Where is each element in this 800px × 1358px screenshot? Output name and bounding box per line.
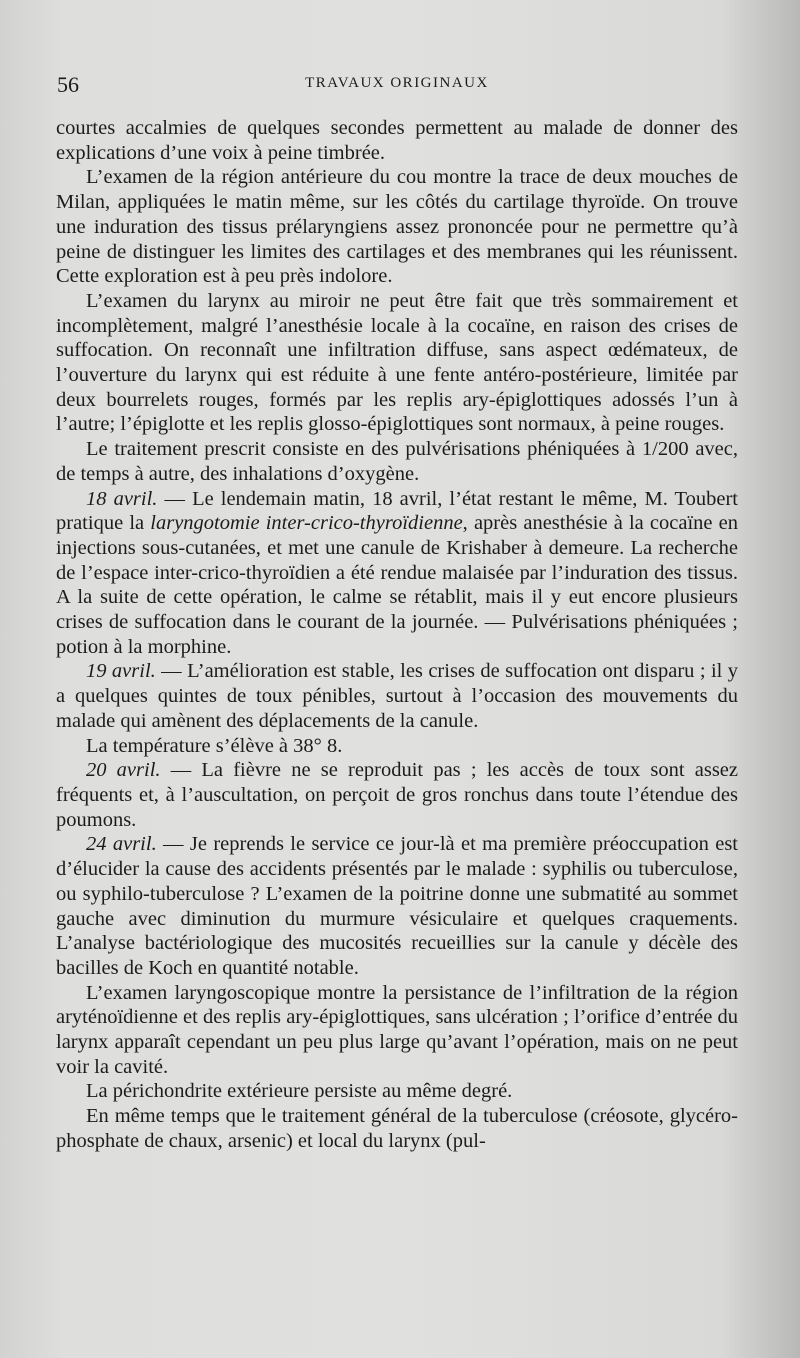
page-number: 56 — [57, 72, 79, 97]
paragraph: 24 avril. — Je reprends le service ce jour-là et ma première préoccupation est d’élucider la cause des accidents présentés par le malade : syphilis ou tuberculose, ou syphilo-tuberculose ? L’examen de la poitrine donne une submatité au sommet gauche avec diminution du murmure vésiculaire et quelques craquements. L’analyse bactériologique des mucosités recueillies sur la canule y décèle des bacilles de Koch en quantité notable. — [56, 833, 738, 979]
running-title: TRAVAUX ORIGINAUX — [305, 75, 489, 91]
entry-date: 20 avril. — [86, 759, 161, 782]
body-text — [56, 116, 738, 1154]
paragraph: La périchondrite extérieure persiste au même degré. — [86, 1080, 513, 1103]
paragraph: En même temps que le traitement général de la tuberculose (créosote, glycéro-phosphate de chaux, arsenic) et local du larynx (pul- — [56, 1105, 738, 1152]
entry-date: 19 avril. — [86, 660, 156, 683]
paragraph: 18 avril. — Le lendemain matin, 18 avril, l’état restant le même, M. Toubert pratique la laryngotomie inter-crico-thyroïdienne, après anesthésie à la cocaïne en injections sous-cutanées, et met une canule de Krishaber à demeure. La recherche de l’espace inter-crico-thyroïdien a été rendue malaisée par l’induration des tissus. A la suite de cette opération, le calme se rétablit, mais il y eut encore plusieurs crises de suffocation dans le courant de la journée. — Pulvérisations phéniquées ; potion à la morphine. — [56, 487, 739, 658]
paragraph: Le traitement prescrit consiste en des pulvérisations phéniquées à 1/200 avec, de temps à autre, des inhalations d’oxygène. — [56, 438, 738, 485]
paragraph: 20 avril. — La fièvre ne se reproduit pas ; les accès de toux sont assez fréquents et, à l’auscultation, on perçoit de gros ronchus dans toute l’étendue des poumons. — [56, 759, 739, 831]
page-header — [57, 72, 737, 102]
procedure-name: laryngotomie inter-crico-thyroïdienne — [150, 512, 463, 535]
entry-date: 18 avril. — [86, 487, 158, 510]
paragraph: courtes accalmies de quelques secondes permettent au malade de donner des explications d’une voix à peine timbrée. — [56, 117, 738, 164]
paragraph: L’examen de la région antérieure du cou montre la trace de deux mouches de Milan, appliquées le matin même, sur les côtés du cartilage thyroïde. On trouve une induration des tissus prélaryngiens assez prononcée pour ne permettre qu’à peine de distinguer les limites des cartilages et des membranes qui les réunissent. Cette exploration est à peu près indolore. — [56, 166, 738, 288]
paragraph: La température s’élève à 38° 8. — [86, 734, 343, 757]
paragraph: 19 avril. — L’amélioration est stable, les crises de suffocation ont disparu ; il y a quelques quintes de toux pénibles, surtout à l’occasion des mouvements du malade qui amènent des déplacements de la canule. — [56, 660, 739, 732]
entry-date: 24 avril. — [86, 833, 157, 856]
paragraph: L’examen laryngoscopique montre la persistance de l’infiltration de la région aryténoïdienne et des replis ary-épiglottiques, sans ulcération ; l’orifice d’entrée du larynx apparaît cependant un peu plus large qu’avant l’opération, mais on ne peut voir la cavité. — [56, 981, 738, 1078]
paragraph: L’examen du larynx au miroir ne peut être fait que très sommairement et incomplètement, malgré l’anesthésie locale à la cocaïne, en raison des crises de suffocation. On reconnaît une infiltration diffuse, sans aspect œdémateux, de l’ouverture du larynx qui est réduite à une fente antéro-postérieure, limitée par deux bourrelets rouges, formés par les replis ary-épiglottiques adossés l’un à l’autre; l’épiglotte et les replis glosso-épiglottiques sont normaux, à peine rouges. — [56, 289, 738, 436]
